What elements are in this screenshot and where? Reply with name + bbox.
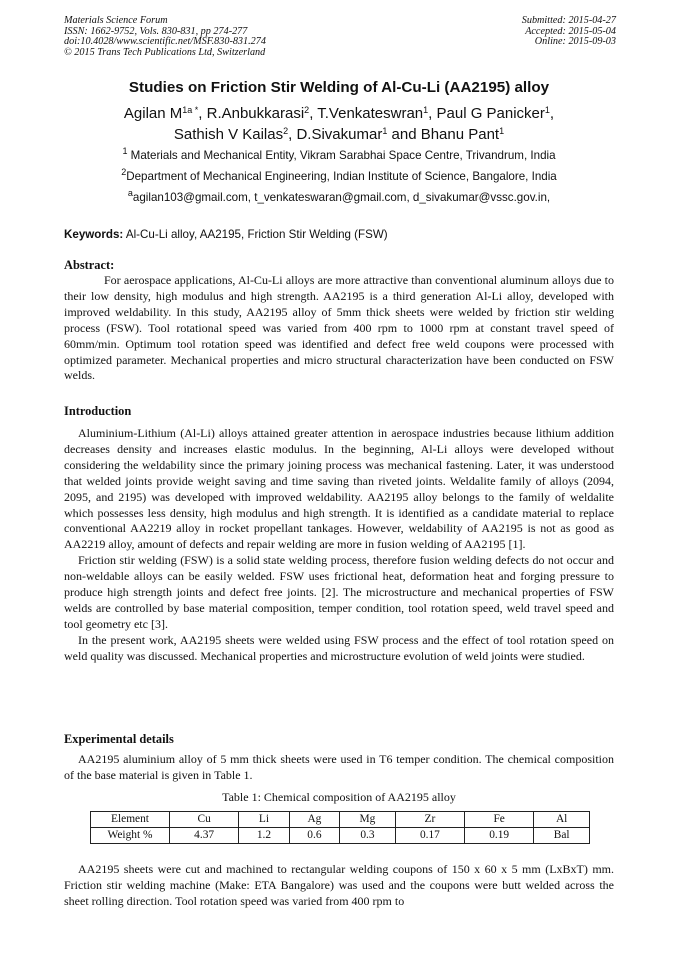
table-header-cell: Fe — [465, 812, 534, 828]
author-name: Sathish V Kailas — [173, 126, 284, 143]
introduction-paragraph-2: Friction stir welding (FSW) is a solid state welding process, therefore fusion welding defects do not occur and non-weldable alloys can be easily welded. FSW uses frictional heat, deformation heat and forging pressure to produce high strength joints and defect free joints. [2]. The microstructure and mechanical properties of FSW welds are controlled by base material composition, temper condition, tool rotation speed, weld travel speed and tool geometry etc [3]. — [64, 553, 614, 631]
email-list: agilan103@gmail.com, t_venkateswaran@gmail.com, d_sivakumar@vssc.gov.in, — [132, 191, 551, 204]
author-affiliation-mark: 2 — [283, 126, 289, 136]
author-name: , D.Sivakumar — [288, 126, 383, 143]
affiliation-1 — [0, 146, 678, 162]
publication-dates — [522, 16, 616, 48]
author-affiliation-mark: 1 — [499, 126, 505, 136]
introduction-heading: Introduction — [64, 404, 132, 418]
table-cell: 0.17 — [395, 828, 464, 844]
author-affiliation-mark: 1 — [544, 105, 550, 115]
journal-doi: doi:10.4028/www.scientific.net/MSF.830-831.274 — [64, 36, 266, 48]
author-name: and Bhanu Pant — [387, 126, 500, 143]
experimental-heading: Experimental details — [64, 732, 174, 746]
author-affiliation-mark: 1a * — [182, 105, 199, 115]
author-affiliation-mark: 2 — [304, 105, 310, 115]
journal-info — [64, 16, 266, 58]
journal-issn: ISSN: 1662-9752, Vols. 830-831, pp 274-277 — [64, 25, 248, 37]
accepted-date: Accepted: 2015-05-04 — [525, 25, 616, 37]
table-header-cell: Al — [534, 812, 590, 828]
table-header-cell: Zr — [395, 812, 464, 828]
table-cell: Bal — [534, 828, 590, 844]
table-header-cell: Cu — [170, 812, 239, 828]
introduction-paragraph-1: Aluminium-Lithium (Al-Li) alloys attained greater attention in aerospace industries because lithium addition decreases density and increases elastic modulus. In the beginning, Al-Li alloys were developed without considering the weldability since the primary joining process was mechanical fastening. Later, it was understood that welded joints provide weight saving and time saving than riveted joints. Weldalite family of alloys (2094, 2095, and 2195) was developed with improved weldability. AA2195 alloy belongs to the family of weldalite which possesses less density, high modulus and high strength. It is identified as a candidate material to replace conventional AA2219 alloy in rocket propellant tankages. However, weldability of AA2195 is not as good as AA2219 alloy, amount of defects and repair welding are more in fusion welding of AA2195 [1]. — [64, 426, 614, 552]
table-caption: Table 1: Chemical composition of AA2195 alloy — [222, 790, 456, 804]
experimental-body — [64, 752, 614, 784]
experimental-paragraph-1: AA2195 aluminium alloy of 5 mm thick sheets were used in T6 temper condition. The chemical composition of the base material is given in Table 1. — [64, 752, 614, 782]
table-cell: Weight % — [91, 828, 170, 844]
author-name: , T.Venkateswran — [309, 105, 424, 122]
introduction-body — [64, 426, 614, 665]
keywords-label: Keywords: — [64, 228, 124, 241]
online-date: Online: 2015-09-03 — [534, 36, 616, 48]
author-affiliation-mark: 1 — [423, 105, 429, 115]
abstract-heading: Abstract: — [64, 258, 115, 272]
composition-table — [90, 811, 590, 844]
table-header-cell: Mg — [340, 812, 396, 828]
author-emails — [0, 188, 678, 204]
keywords — [64, 228, 616, 241]
table-header-cell: Li — [239, 812, 289, 828]
author-name: , Paul G Panicker — [428, 105, 545, 122]
abstract-text: For aerospace applications, Al-Cu-Li alloys are more attractive than conventional aluminum alloys due to their low density, high modulus and high strength. AA2195 is a third generation Al-Li alloy, developed with improved weldability. In this study, AA2195 alloy of 5mm thick sheets were welded by friction stir welding process (FSW). Tool rotational speed was varied from 400 rpm to 1000 rpm at constant travel speed of 60mm/min. Optimum tool rotation speed was identified and defect free weld coupons were processed with optimized parameter. Mechanical properties and micro structural characterization have been conducted on FSW welds. — [64, 273, 614, 383]
table-header-cell: Element — [91, 812, 170, 828]
affiliation-text: Materials and Mechanical Entity, Vikram Sarabhai Space Centre, Trivandrum, India — [127, 149, 556, 162]
table-cell: 0.6 — [289, 828, 339, 844]
table-header-cell: Ag — [289, 812, 339, 828]
experimental-paragraph-2: AA2195 sheets were cut and machined to rectangular welding coupons of 150 x 60 x 5 mm (LxBxT) mm. Friction stir welding machine (Make: ETA Bangalore) was used and the coupons were butt welded across the sheet rolling direction. Tool rotation speed was varied from 400 rpm to — [64, 862, 614, 908]
abstract-body — [64, 273, 614, 384]
introduction-paragraph-3: In the present work, AA2195 sheets were welded using FSW process and the effect of tool rotation speed on weld quality was discussed. Mechanical properties and microstructure evolution of weld joints were studied. — [64, 632, 614, 663]
affiliation-text: Department of Mechanical Engineering, Indian Institute of Science, Bangalore, India — [126, 170, 557, 183]
table-row — [91, 828, 590, 844]
keywords-text: Al-Cu-Li alloy, AA2195, Friction Stir Welding (FSW) — [123, 228, 388, 241]
journal-copyright: © 2015 Trans Tech Publications Ltd, Switzerland — [64, 46, 266, 58]
author-affiliation-mark: 1 — [382, 126, 388, 136]
affiliation-mark: 1 — [122, 146, 128, 156]
table-cell: 4.37 — [170, 828, 239, 844]
author-list: Agilan $M^{1a *}$, R.Anbukkarasi$^2$, T.Venkateswran$^1$, Paul G Panicker$^1$, Sathish V Kailas$^2$, D.Sivakumar$^1$ and Bhanu Pant$^1$ — [123, 105, 555, 143]
author-name: , R.Anbukkarasi — [198, 105, 305, 122]
table-header-row — [91, 812, 590, 828]
submitted-date: Submitted: 2015-04-27 — [521, 15, 616, 26]
table-cell: 1.2 — [239, 828, 289, 844]
paper-title: Studies on Friction Stir Welding of Al-Cu-Li (AA2195) alloy — [128, 79, 550, 96]
experimental-continued — [64, 862, 614, 910]
author-name: Agilan M — [123, 105, 183, 122]
journal-name: Materials Science Forum — [64, 15, 168, 26]
table-cell: 0.19 — [465, 828, 534, 844]
affiliation-2 — [0, 167, 678, 183]
table-cell: 0.3 — [340, 828, 396, 844]
email-mark: a — [127, 188, 133, 198]
affiliation-mark: 2 — [121, 167, 127, 177]
